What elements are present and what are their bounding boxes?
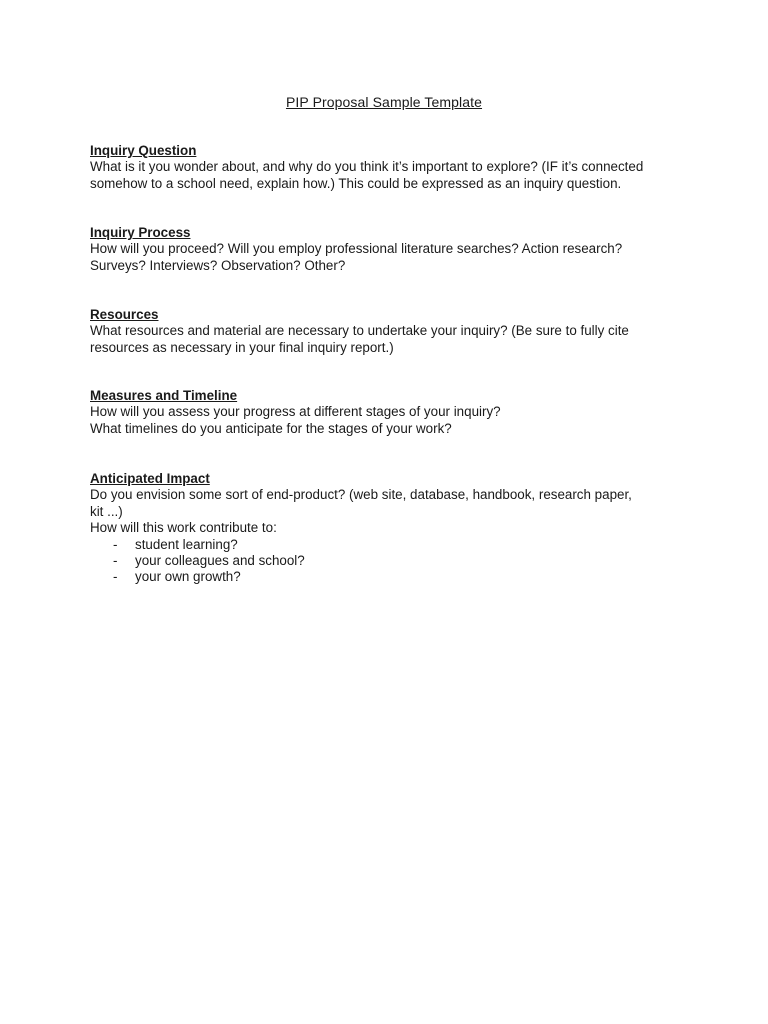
body-line: How will you proceed? Will you employ professional literature searches? Action research? [90, 241, 623, 257]
list-item [90, 537, 680, 553]
section-inquiry-question [90, 143, 680, 192]
body-line: What is it you wonder about, and why do you think it’s important to explore? (IF it’s connected [90, 159, 644, 175]
body-line: resources as necessary in your final inquiry report.) [90, 339, 394, 355]
body-line: somehow to a school need, explain how.) This could be expressed as an inquiry question. [90, 175, 622, 191]
section-heading: Measures and Timeline [90, 388, 238, 403]
section-anticipated-impact [90, 471, 680, 586]
list-item-text: your colleagues and school? [135, 553, 305, 569]
section-heading: Resources [90, 307, 159, 322]
body-line: kit ...) [90, 503, 123, 519]
body-line: Surveys? Interviews? Observation? Other? [90, 257, 346, 273]
bullet-list [90, 537, 680, 586]
list-item-text: student learning? [135, 536, 238, 552]
section-heading: Inquiry Process [90, 225, 191, 240]
section-heading: Anticipated Impact [90, 471, 210, 486]
section-resources [90, 307, 680, 356]
bullet-marker: - [113, 536, 118, 552]
body-line: How will this work contribute to: [90, 520, 277, 536]
bullet-marker: - [113, 569, 118, 585]
list-item [90, 569, 680, 585]
body-line: How will you assess your progress at different stages of your inquiry? [90, 404, 501, 420]
list-item-text: your own growth? [135, 569, 241, 585]
list-item [90, 553, 680, 569]
document-title: PIP Proposal Sample Template [285, 94, 483, 110]
bullet-marker: - [113, 553, 118, 569]
section-measures-and-timeline [90, 388, 680, 437]
body-line: What resources and material are necessary to undertake your inquiry? (Be sure to fully cite [90, 323, 629, 339]
body-line: Do you envision some sort of end-product? (web site, database, handbook, research paper, [90, 487, 632, 503]
section-inquiry-process [90, 225, 680, 274]
section-heading: Inquiry Question [90, 143, 197, 158]
body-line: What timelines do you anticipate for the stages of your work? [90, 420, 452, 436]
